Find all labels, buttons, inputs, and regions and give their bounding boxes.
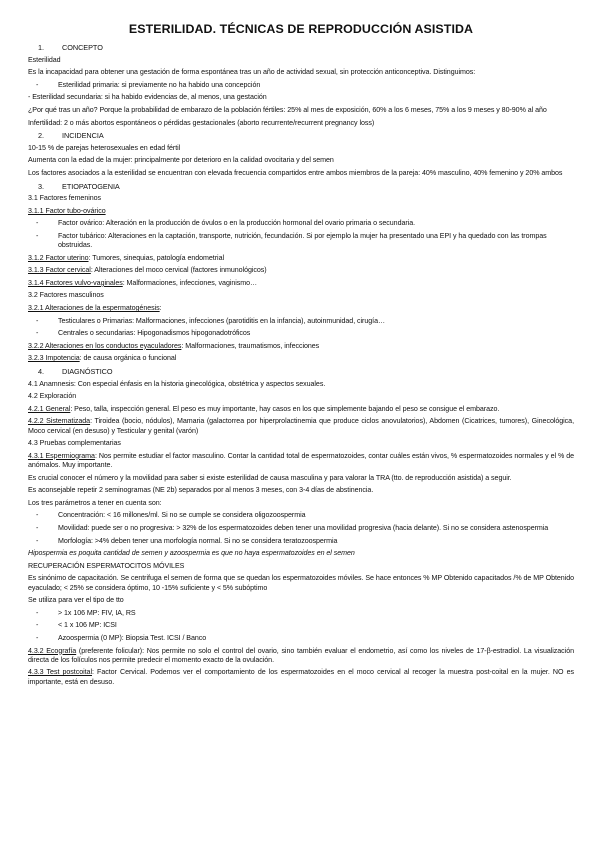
- list-item: - Esterilidad primaria: si previamente no ha habido una concepción: [36, 80, 261, 89]
- paragraph: 10-15 % de parejas heterosexuales en edad fértil: [28, 143, 181, 152]
- paragraph: 3.2.1 Alteraciones de la espermatogénesis:: [28, 304, 162, 313]
- section-number: 1.: [38, 43, 44, 52]
- paragraph: Es sinónimo de capacitación. Se centrifuga el semen de forma que se quedan los espermatozoides móviles. Se hace entonces % MP Obtenido capacitados /% de MP Obtenido eyaculado; < 25% se considera óptimo, 10 -15% suficiente y < 5% subóptimo: [28, 574, 574, 592]
- list-item: - < 1 x 106 MP: ICSI: [36, 621, 117, 630]
- list-item: - Azoospermia (0 MP): Biopsia Test. ICSI / Banco: [36, 633, 207, 642]
- list-item: - Morfología: >4% deben tener una morfología normal. Si no se considera teratozoospermia: [36, 536, 338, 545]
- paragraph-definition: Es la incapacidad para obtener una gestación de forma espontánea tras un año de actividad sexual, sin protección anticonceptiva. Distinguimos:: [28, 68, 476, 77]
- paragraph: 3.1.4 Factores vulvo-vaginales: Malformaciones, infecciones, vaginismo…: [28, 278, 258, 287]
- paragraph: 4.3.1 Espermiograma: Nos permite estudiar el factor masculino. Contar la cantidad total de espermatozoides, contar cuáles están vivos, % espermatozoides normales y el % de anómalos. Muy importante.: [28, 451, 575, 470]
- list-item: - Movilidad: puede ser o no progresiva: > 32% de los espermatozoides deben tener una movilidad progresiva (hacia delante). Si no se considera astenospermia: [36, 523, 549, 532]
- section-heading-incidencia: 2. INCIDENCIA: [38, 131, 104, 141]
- paragraph: 3.2.3 Impotencia: de causa orgánica o funcional: [28, 354, 177, 363]
- paragraph: Aumenta con la edad de la mujer: principalmente por deterioro en la calidad ovocitaria y del semen: [28, 156, 334, 165]
- subheading: 3.1 Factores femeninos: [28, 194, 102, 203]
- paragraph-porque: ¿Por qué tras un año? Porque la probabilidad de embarazo de la población fértiles: 25% al mes de exposición, 60% a los 6 meses, 75% a los 9 meses y 80-90% al año: [28, 105, 547, 114]
- subheading-underlined: 3.1.1 Factor tubo-ovárico: [28, 206, 106, 215]
- paragraph-italic: Hipospermia es poquita cantidad de semen y azoospermia es que no haya espermatozoides en el semen: [28, 549, 355, 558]
- section-label: CONCEPTO: [62, 43, 103, 52]
- list-item: - Centrales o secundarias: Hipogonadismos hipogonadotróficos: [36, 329, 251, 338]
- paragraph: 3.2.2 Alteraciones en los conductos eyaculadores: Malformaciones, traumatismos, infecciones: [28, 341, 320, 350]
- section-heading-diagnostico: 4. DIAGNÓSTICO: [38, 367, 113, 377]
- paragraph: 4.2.1 General: Peso, talla, inspección general. El peso es muy importante, hay casos en los que simplemente bajando el peso se consigue el embarazo.: [28, 404, 500, 413]
- document-page: [28, 22, 574, 690]
- esterilidad-label: Esterilidad: [28, 55, 61, 64]
- paragraph-infertilidad: Infertilidad: 2 o más abortos espontáneos o pérdidas gestacionales (aborto recurrente/recurrent pregnancy loss): [28, 118, 375, 127]
- paragraph: 4.3.2 Ecografía (preferente folicular): Nos permite no solo el control del ovario, sino también evaluar el endometrio, así como los niveles de 17-β-estradiol. La visualización directa de los folículos nos permite predecir el momento exacto de la ovulación.: [28, 646, 574, 664]
- list-item: - Concentración: < 16 millones/ml. Si no se cumple se considera oligozoospermia: [36, 511, 306, 520]
- paragraph: 3.1.3 Factor cervical: Alteraciones del moco cervical (factores inmunológicos): [28, 266, 267, 275]
- paragraph: Los tres parámetros a tener en cuenta son:: [28, 498, 162, 507]
- paragraph: 4.2.2 Sistematizada: Tiroidea (bocio, nódulos), Mamaria (galactorrea por hiperprolactinemia que produce ciclos anovulatorios), Abdomen (Cicatrices, tumores), Ginecológica, Moco cervical (en desuso) y Testicular y genital (varón): [28, 417, 574, 435]
- subheading: 4.2 Exploración: [28, 392, 77, 401]
- section-heading-concepto: [38, 43, 574, 52]
- paragraph: Los factores asociados a la esterilidad se encuentran con elevada frecuencia compartidos entre ambos miembros de la pareja: 40% masculino, 40% femenino y 20% ambos: [28, 168, 563, 177]
- paragraph: 3.1.2 Factor uterino: Tumores, sinequias, patología endometrial: [28, 253, 224, 262]
- paragraph: 4.3.3 Test postcoital: Factor Cervical. Podemos ver el comportamiento de los espermatozoides en el moco cervical al recoger la muestra post-coital en la mujer. NO es importante, está en desuso.: [28, 668, 574, 686]
- paragraph: Es crucial conocer el número y la movilidad para saber si existe esterilidad de causa masculina y para valorar la TRA (tto. de reproducción asistida) a seguir.: [28, 473, 512, 482]
- paragraph: Se utiliza para ver el tipo de tto: [28, 596, 124, 605]
- list-item: - Testiculares o Primarias: Malformaciones, infecciones (parotiditis en la infancia), autoinmunidad, cirugía…: [36, 316, 386, 325]
- list-item: - > 1x 106 MP: FIV, IA, RS: [36, 608, 136, 617]
- list-item: - Factor tubárico: Alteraciones en la captación, transporte, nutrición, fecundación. Si por ejemplo la mujer ha presentado una EPI y ha quedado con las trompas obstruidas.: [36, 231, 547, 250]
- paragraph: Es aconsejable repetir 2 seminogramas (NE 2b) separados por al menos 3 meses, con 3-4 días de abstinencia.: [28, 486, 374, 495]
- page-title: ESTERILIDAD. TÉCNICAS DE REPRODUCCIÓN ASISTIDA: [128, 22, 474, 36]
- section-heading-etiopatogenia: 3. ETIOPATOGENIA: [38, 181, 120, 191]
- paragraph-secundaria: - Esterilidad secundaria: si ha habido evidencias de, al menos, una gestación: [28, 93, 267, 102]
- paragraph: 4.1 Anamnesis: Con especial énfasis en la historia ginecológica, obstétrica y aspectos sexuales.: [28, 379, 326, 388]
- paragraph: RECUPERACIÓN ESPERMATOCITOS MÓVILES: [28, 561, 185, 570]
- subheading: 3.2 Factores masculinos: [28, 291, 104, 300]
- list-item: - Factor ovárico: Alteración en la producción de óvulos o en la producción hormonal del ovario primaria o secundaria.: [36, 219, 416, 228]
- subheading: 4.3 Pruebas complementarias: [28, 439, 121, 448]
